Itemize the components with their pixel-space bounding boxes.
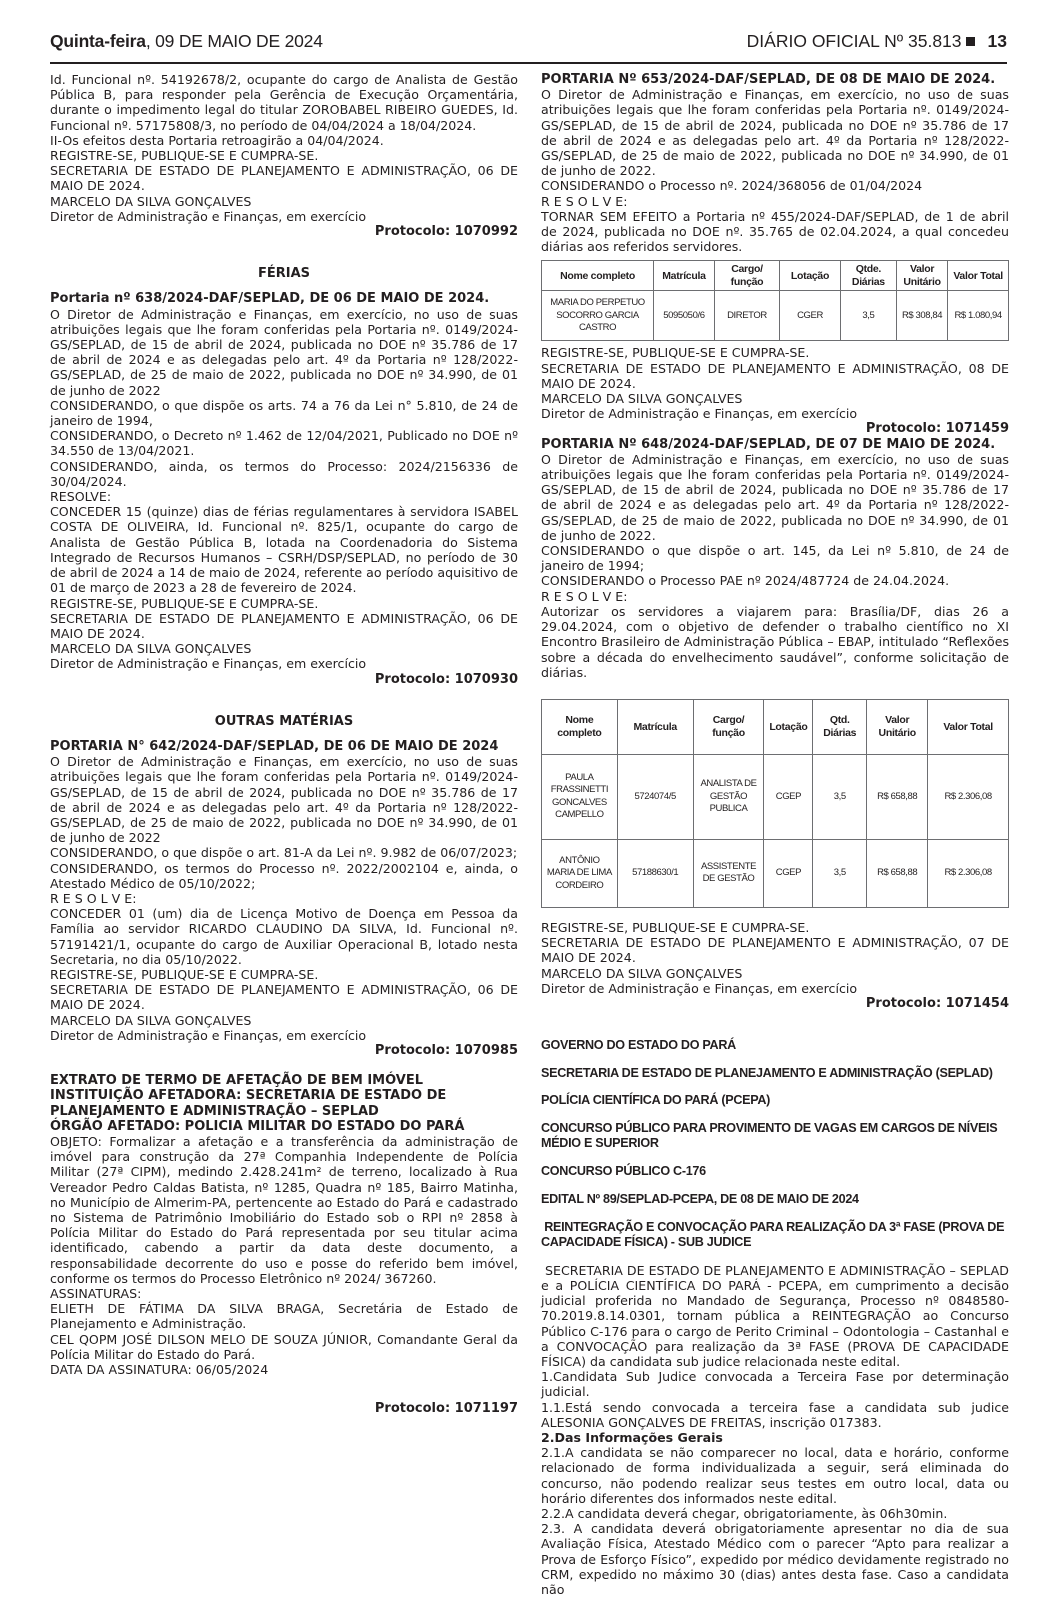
signatory-name: MARCELO DA SILVA GONÇALVES: [50, 193, 252, 209]
column-header: Cargo/ função: [693, 699, 764, 754]
extrato-block: [50, 1073, 518, 1416]
portaria-title: PORTARIA Nº 653/2024-DAF/SEPLAD, DE 08 DE MAIO DE 2024.: [541, 72, 996, 87]
table-cell: DIRETOR: [714, 291, 779, 341]
resolve-label: R E S O L V E:: [541, 193, 628, 209]
page-header: [50, 31, 1007, 57]
column-header: Matrícula: [654, 261, 715, 291]
extrato-heading: INSTITUIÇÃO AFETADORA: SECRETARIA DE ESTADO DE PLANEJAMENTO E ADMINISTRAÇÃO – SEPLAD: [50, 1088, 447, 1119]
table-cell: R$ 1.080,94: [948, 291, 1009, 341]
column-header: Nome completo: [542, 699, 618, 754]
square-bullet-icon: [966, 37, 975, 46]
paragraph: O Diretor de Administração e Finanças, em exercício, no uso de suas atribuições legais que lhe foram conferidas pela Portaria nº. 0149/2024-GS/SEPLAD, de 15 de abril de 2024, publicada no DOE nº 35.786 de 17 de abril de 2024 e as delegadas pelo art. 4º da Portaria nº 128/2022-GS/SEPLAD, de 25 de maio de 2022, publicada no DOE nº 34.990, de 01 de junho de 2022.: [541, 451, 1009, 543]
column-header: Lotação: [764, 699, 813, 754]
paragraph: ELIETH DE FÁTIMA DA SILVA BRAGA, Secretária de Estado de Planejamento e Administração.: [50, 1301, 518, 1332]
paragraph: REGISTRE-SE, PUBLIQUE-SE E CUMPRA-SE.: [50, 966, 319, 982]
table-cell: ANALISTA DE GESTÃO PUBLICA: [693, 754, 764, 839]
section-title-outras-materias: OUTRAS MATÉRIAS: [214, 713, 354, 729]
extrato-heading: ÓRGÃO AFETADO: POLICIA MILITAR DO ESTADO DO PARÁ: [50, 1118, 465, 1134]
diarias-table-653: [541, 260, 1009, 341]
paragraph: O Diretor de Administração e Finanças, em exercício, no uso de suas atribuições legais que lhe foram conferidas pela Portaria nº. 0149/2024-GS/SEPLAD, de 15 de abril de 2024, publicada no DOE nº 35.786 de 17 de abril de 2024 e as delegadas pelo art. 4º da Portaria nº 128/2022-GS/SEPLAD, de 25 de maio de 2022, publicada no DOE nº 34.990, de 01 de junho de 2022: [50, 306, 518, 398]
paragraph: ASSINATURAS:: [50, 1286, 142, 1302]
protocol-number: Protocolo: 1070985: [374, 1042, 518, 1058]
paragraph: SECRETARIA DE ESTADO DE PLANEJAMENTO E ADMINISTRAÇÃO – SEPLAD e a POLÍCIA CIENTÍFICA DO PARÁ - PCEPA, em cumprimento a decisão judicial proferida no Mandado de Segurança, Processo nº 0848580-70.2019.8.14.0301, tornam pública a REINTEGRAÇÃO ao Concurso Público C-176 para o cargo de Perito Criminal – Odontologia – Castanhal e a CONVOCAÇÃO para realização da 3ª FASE (PROVA DE CAPACIDADE FÍSICA) da candidata sub judice relacionada neste edital.: [541, 1262, 1014, 1369]
paragraph: CONCEDER 01 (um) dia de Licença Motivo de Doença em Pessoa da Família ao servidor RICARDO CLAUDINO DA SILVA, Id. Funcional nº. 57191421/1, ocupante do cargo de Auxiliar Operacional B, lotado nesta Secretaria, no dia 05/10/2022.: [50, 906, 518, 967]
paragraph: Id. Funcional nº. 54192678/2, ocupante do cargo de Analista de Gestão Pública B, para responder pela Gerência de Execução Orçamentária, durante o impedimento legal do titular ZOROBABEL RIBEIRO GUEDES, Id. Funcional nº. 57175808/3, no período de 04/04/2024 a 18/04/2024.: [50, 72, 518, 133]
table-header-row: [542, 699, 1009, 754]
signatory-name: MARCELO DA SILVA GONÇALVES: [50, 641, 252, 657]
signatory-role: Diretor de Administração e Finanças, em exercício: [50, 656, 367, 672]
column-header: Valor Unitário: [896, 261, 947, 291]
paragraph: CONSIDERANDO, o Decreto nº 1.462 de 12/04/2021, Publicado no DOE nº 34.550 de 13/04/2021.: [50, 428, 518, 459]
paragraph: 2.1.A candidata se não comparecer no local, data e horário, conforme relacionado de forma individualizada a seguir, será eliminada do concurso, não podendo realizar seus testes em outro local, data ou horário diferentes dos informados neste edital.: [541, 1445, 1009, 1506]
table-cell: MARIA DO PERPETUO SOCORRO GARCIA CASTRO: [542, 291, 654, 341]
paragraph: SECRETARIA DE ESTADO DE PLANEJAMENTO E ADMINISTRAÇÃO, 06 DE MAIO DE 2024.: [50, 610, 518, 641]
column-header: Lotação: [780, 261, 841, 291]
paragraph: 2.2.A candidata deverá chegar, obrigatoriamente, às 06h30min.: [541, 1505, 948, 1521]
paragraph: O Diretor de Administração e Finanças, em exercício, no uso de suas atribuições legais que lhe foram conferidas pela Portaria nº. 0149/2024-GS/SEPLAD, de 15 de abril de 2024, publicada no DOE nº 35.786 de 17 de abril de 2024 e as delegadas pelo art. 4º da Portaria nº 128/2022-GS/SEPLAD, de 25 de maio de 2022, publicada no DOE nº 34.990, de 01 de junho de 2022: [50, 754, 518, 846]
table-cell: 3,5: [813, 754, 867, 839]
column-header: Qtd. Diárias: [813, 699, 867, 754]
paragraph: SECRETARIA DE ESTADO DE PLANEJAMENTO E ADMINISTRAÇÃO, 07 DE MAIO DE 2024.: [541, 935, 1009, 966]
edital-heading: GOVERNO DO ESTADO DO PARÁ: [541, 1037, 736, 1052]
paragraph: 1.Candidata Sub Judice convocada a Terceira Fase por determinação judicial.: [541, 1369, 1009, 1400]
signatory-role: Diretor de Administração e Finanças, em exercício: [50, 1027, 367, 1043]
signatory-name: MARCELO DA SILVA GONÇALVES: [50, 1012, 252, 1028]
edital-heading: SECRETARIA DE ESTADO DE PLANEJAMENTO E ADMINISTRAÇÃO (SEPLAD): [541, 1065, 993, 1080]
resolve-label: RESOLVE:: [50, 489, 112, 505]
table-cell: CGER: [780, 291, 841, 341]
publication-info: [747, 31, 1007, 52]
portaria-title: PORTARIA N° 642/2024-DAF/SEPLAD, DE 06 DE MAIO DE 2024: [50, 738, 499, 754]
paragraph: CONSIDERANDO, o que dispõe o art. 81-A da Lei nº. 9.982 de 06/07/2023;: [50, 845, 518, 861]
column-header: Valor Total: [948, 261, 1009, 291]
protocol-number: Protocolo: 1071459: [865, 421, 1009, 437]
paragraph: SECRETARIA DE ESTADO DE PLANEJAMENTO E ADMINISTRAÇÃO, 08 DE MAIO DE 2024.: [541, 360, 1009, 391]
table-cell: 57188630/1: [617, 839, 693, 907]
edital-heading: REINTEGRAÇÃO E CONVOCAÇÃO PARA REALIZAÇÃO DA 3ª FASE (PROVA DE CAPACIDADE FÍSICA) - SUB JUDICE: [541, 1219, 1008, 1249]
issue-date: [50, 31, 323, 52]
table-cell: R$ 658,88: [867, 754, 928, 839]
edital-block: [541, 1037, 1014, 1597]
table-cell: 3,5: [840, 291, 896, 341]
table-cell: R$ 2.306,08: [928, 754, 1009, 839]
signatory-role: Diretor de Administração e Finanças, em exercício: [50, 208, 367, 224]
table-cell: 5724074/5: [617, 754, 693, 839]
table-row: [542, 839, 1009, 907]
table-cell: ASSISTENTE DE GESTÃO: [693, 839, 764, 907]
portaria-title: Portaria nº 638/2024-DAF/SEPLAD, DE 06 DE MAIO DE 2024.: [50, 291, 490, 307]
section-title-ferias: FÉRIAS: [257, 266, 311, 282]
protocol-number: Protocolo: 1070992: [374, 224, 518, 240]
table-row: [542, 754, 1009, 839]
paragraph: REGISTRE-SE, PUBLIQUE-SE E CUMPRA-SE.: [541, 919, 810, 935]
diarias-table-648: [541, 699, 1009, 908]
paragraph: SECRETARIA DE ESTADO DE PLANEJAMENTO E ADMINISTRAÇÃO, 06 DE MAIO DE 2024.: [50, 163, 518, 194]
signatory-name: MARCELO DA SILVA GONÇALVES: [541, 391, 743, 407]
section-heading: 2.Das Informações Gerais: [541, 1429, 723, 1445]
table-header-row: [542, 261, 1009, 291]
edital-heading: CONCURSO PÚBLICO PARA PROVIMENTO DE VAGAS EM CARGOS DE NÍVEIS MÉDIO E SUPERIOR: [541, 1121, 998, 1151]
column-header: Nome completo: [542, 261, 654, 291]
paragraph: TORNAR SEM EFEITO a Portaria nº 455/2024-DAF/SEPLAD, de 1 de abril de 2024, publicada no DOE nº. 35.765 de 02.04.2024, a qual concedeu diárias aos referidos servidores.: [541, 208, 1009, 255]
column-header: Qtde. Diárias: [840, 261, 896, 291]
paragraph: OBJETO: Formalizar a afetação e a transferência da administração de imóvel para construção da 27ª Companhia Independente de Polícia Militar (27ª CIPM), medindo 2.428.241m² de terreno, localizado à Rua Vereador Pedro Caldas Batista, nº 1285, Quadra nº 185, Bairro Matinha, no Município de Almerim-PA, pertencente ao Estado do Pará e cadastrado no Sistema de Patrimônio Imobiliário do Estado sob o RPI nº 2858 à Polícia Militar do Estado do Pará representada por seu titular acima identificado, cabendo a partir da data deste documento, a responsabilidade decorrente do uso e posse do referido bem imóvel, conforme os termos do Processo Eletrônico nº 2024/ 367260.: [50, 1134, 518, 1286]
continuation-block: [50, 72, 518, 239]
protocol-number: Protocolo: 1071197: [374, 1401, 518, 1417]
protocol-number: Protocolo: 1071454: [865, 995, 1009, 1011]
paragraph: REGISTRE-SE, PUBLIQUE-SE E CUMPRA-SE.: [50, 595, 319, 611]
paragraph: CONSIDERANDO o Processo nº. 2024/368056 de 01/04/2024: [541, 178, 923, 194]
signatory-name: MARCELO DA SILVA GONÇALVES: [541, 965, 743, 981]
edital-heading: CONCURSO PÚBLICO C-176: [541, 1164, 706, 1179]
portaria-title: PORTARIA Nº 648/2024-DAF/SEPLAD, DE 07 DE MAIO DE 2024.: [541, 436, 996, 452]
edital-heading: POLÍCIA CIENTÍFICA DO PARÁ (PCEPA): [541, 1093, 771, 1108]
page-number: 13: [987, 31, 1007, 51]
portaria-653-block: [541, 72, 1009, 437]
column-header: Cargo/ função: [714, 261, 779, 291]
table-cell: PAULA FRASSINETTI GONCALVES CAMPELLO: [542, 754, 618, 839]
paragraph: 2.3. A candidata deverá obrigatoriamente apresentar no dia de sua Avaliação Física, Atestado Médico com o parecer “Apto para realizar a Prova de Esforço Físico”, expedido por médico devidamente registrado no CRM, expedido no máximo 30 (dias) antes desta fase. Caso a candidata não: [541, 1521, 1009, 1597]
signatory-role: Diretor de Administração e Finanças, em exercício: [541, 406, 858, 422]
paragraph: CEL QOPM JOSÉ DILSON MELO DE SOUZA JÚNIOR, Comandante Geral da Polícia Militar do Estado do Pará.: [50, 1331, 518, 1362]
paragraph: SECRETARIA DE ESTADO DE PLANEJAMENTO E ADMINISTRAÇÃO, 06 DE MAIO DE 2024.: [50, 982, 518, 1013]
paragraph: CONSIDERANDO, ainda, os termos do Processo: 2024/2156336 de 30/04/2024.: [50, 458, 518, 489]
weekday: Quinta-feira: [50, 31, 146, 51]
table-cell: R$ 308,84: [896, 291, 947, 341]
column-header: Valor Total: [928, 699, 1009, 754]
resolve-label: R E S O L V E:: [541, 588, 628, 604]
paragraph: DATA DA ASSINATURA: 06/05/2024: [50, 1362, 269, 1378]
table-cell: ANTÔNIO MARIA DE LIMA CORDEIRO: [542, 839, 618, 907]
protocol-number: Protocolo: 1070930: [374, 671, 518, 687]
table-cell: CGEP: [764, 839, 813, 907]
left-column: [50, 72, 518, 1416]
column-header: Matrícula: [617, 699, 693, 754]
paragraph: CONSIDERANDO o que dispõe o art. 145, da Lei nº 5.810, de 24 de janeiro de 1994;: [541, 543, 1009, 574]
paragraph: REGISTRE-SE, PUBLIQUE-SE E CUMPRA-SE.: [541, 345, 810, 361]
paragraph: 1.1.Está sendo convocada a terceira fase a candidata sub judice ALESONIA GONÇALVES DE FREITAS, inscrição 017383.: [541, 1399, 1009, 1430]
date-text: , 09 DE MAIO DE 2024: [145, 31, 323, 51]
table-cell: R$ 2.306,08: [928, 839, 1009, 907]
resolve-label: R E S O L V E:: [50, 890, 137, 906]
extrato-heading: EXTRATO DE TERMO DE AFETAÇÃO DE BEM IMÓVEL: [50, 1073, 424, 1089]
signatory-role: Diretor de Administração e Finanças, em exercício: [541, 980, 858, 996]
table-cell: 3,5: [813, 839, 867, 907]
edital-heading: EDITAL Nº 89/SEPLAD-PCEPA, DE 08 DE MAIO DE 2024: [541, 1191, 859, 1206]
right-column: [541, 72, 1014, 1597]
paragraph: II-Os efeitos desta Portaria retroagirão a 04/04/2024.: [50, 132, 384, 148]
header-divider: [50, 62, 1007, 64]
outras-block: [50, 739, 518, 1058]
column-header: Valor Unitário: [867, 699, 928, 754]
table-cell: 5095050/6: [654, 291, 715, 341]
publication-name: DIÁRIO OFICIAL Nº 35.813: [746, 31, 962, 51]
paragraph: CONSIDERANDO, o que dispõe os arts. 74 a 76 da Lei n° 5.810, de 24 de janeiro de 1994,: [50, 397, 518, 429]
paragraph: CONSIDERANDO o Processo PAE nº 2024/487724 de 24.04.2024.: [541, 573, 950, 589]
paragraph: O Diretor de Administração e Finanças, em exercício, no uso de suas atribuições legais que lhe foram conferidas pela Portaria nº. 0149/2024-GS/SEPLAD, de 15 de abril de 2024, publicada no DOE nº 35.786 de 17 de abril de 2024 e as delegadas pelo art. 4º da Portaria nº 128/2022-GS/SEPLAD, de 25 de maio de 2022, publicada no DOE nº 34.990, de 01 de junho de 2022.: [541, 87, 1009, 179]
paragraph: REGISTRE-SE, PUBLIQUE-SE E CUMPRA-SE.: [50, 148, 319, 164]
paragraph: CONSIDERANDO, os termos do Processo nº. 2022/2002104 e, ainda, o Atestado Médico de 05/10/2022;: [50, 860, 518, 891]
paragraph: CONCEDER 15 (quinze) dias de férias regulamentares à servidora ISABEL COSTA DE OLIVEIRA, Id. Funcional nº. 825/1, ocupante do cargo de Analista de Gestão Pública B, lotada na Coordenadoria do Sistema Integrado de Recursos Humanos – CSRH/DSP/SEPLAD, no período de 30 de abril de 2024 a 14 de maio de 2024, referente ao período aquisitivo de 01 de março de 2023 a 28 de fevereiro de 2024.: [50, 504, 518, 596]
paragraph: Autorizar os servidores a viajarem para: Brasília/DF, dias 26 a 29.04.2024, com o objetivo de defender o trabalho científico no XI Encontro Brasileiro de Administração Pública – EBAP, intitulado “Reflexões sobre a década do envelhecimento saudável”, conforme solicitação de diárias.: [541, 603, 1009, 680]
table-cell: R$ 658,88: [867, 839, 928, 907]
ferias-block: [50, 291, 518, 686]
table-row: [542, 291, 1009, 341]
table-cell: CGEP: [764, 754, 813, 839]
portaria-648-block: [541, 437, 1009, 1011]
